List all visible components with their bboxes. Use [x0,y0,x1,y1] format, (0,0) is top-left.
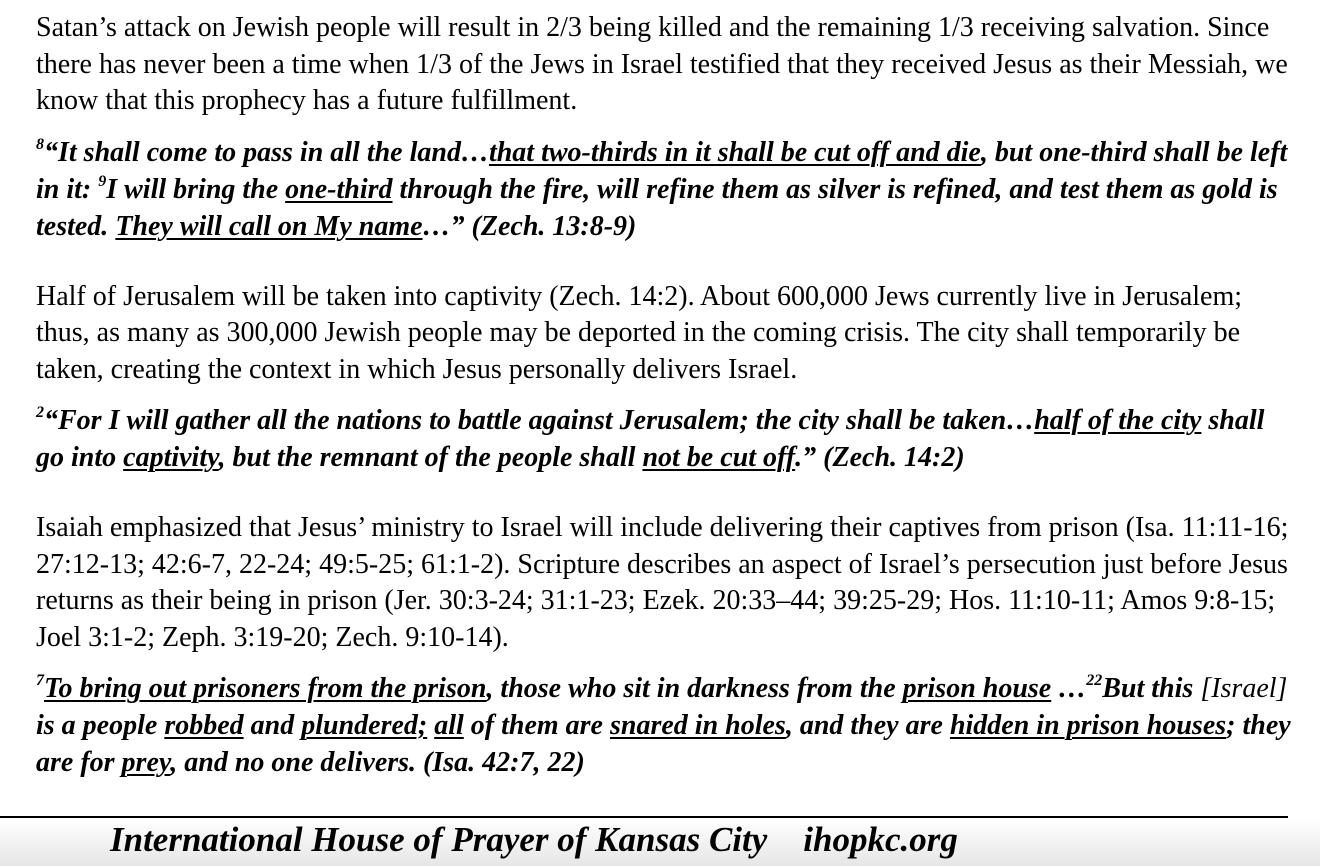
verse-number: 9 [98,172,107,190]
footer-website: ihopkc.org [803,820,958,859]
verse-number: 2 [36,404,44,421]
verse-number: 7 [36,672,44,689]
scripture-quote-zechariah-13: $^8$“It shall come to pass in all the land…that two-thirds in it shall be cut off and die, but one-third shall be left in it: $^9$I will bring the one-third through the fire, will refine them as silver is refined, and test them as gold is tested. They will call on My name…” (Zech. 13:8-9) [36,135,1288,242]
scripture-quote-isaiah-42: $^7$To bring out prisoners from the prison, those who sit in darkness from the prison house …$^{22}$But this [Israel] is a people robbed and plundered; all of them are snared in holes, and they are hidden in prison houses; they are for prey, and no one delivers. (Isa. 42:7, 22) [36,672,1291,778]
verse-number: 22 [1086,672,1103,689]
scripture-quote-zechariah-14: $^2$“For I will gather all the nations to battle against Jerusalem; the city shall be taken…half of the city shall go into captivity, but the remnant of the people shall not be cut off.” (Zech. 14:2) [36,404,1265,473]
footer [110,820,958,860]
footer-divider [0,816,1288,818]
footer-organization: International House of Prayer of Kansas City [110,820,768,859]
verse-number: 8 [36,135,44,153]
paragraph-intro: Satan’s attack on Jewish people will result in 2/3 being killed and the remaining 1/3 receiving salvation. Since there has never been a time when 1/3 of the Jews in Israel testified that they received Jesus as their Messiah, we know that this prophecy has a future fulfillment. [36,12,1288,116]
paragraph-isaiah: Isaiah emphasized that Jesus’ ministry to Israel will include delivering their captives from prison (Isa. 11:11-16; 27:12-13; 42:6-7, 22-24; 49:5-25; 61:1-2). Scripture describes an aspect of Israel’s persecution just before Jesus returns as their being in prison (Jer. 30:3-24; 31:1-23; Ezek. 20:33–44; 39:25-29; Hos. 11:10-11; Amos 9:8-15; Joel 3:1-2; Zeph. 3:19-20; Zech. 9:10-14). [36,512,1289,653]
paragraph-jerusalem: Half of Jerusalem will be taken into captivity (Zech. 14:2). About 600,000 Jews currently live in Jerusalem; thus, as many as 300,000 Jewish people may be deported in the coming crisis. The city shall temporarily be taken, creating the context in which Jesus personally delivers Israel. [36,280,1243,385]
document-body [36,10,1298,781]
